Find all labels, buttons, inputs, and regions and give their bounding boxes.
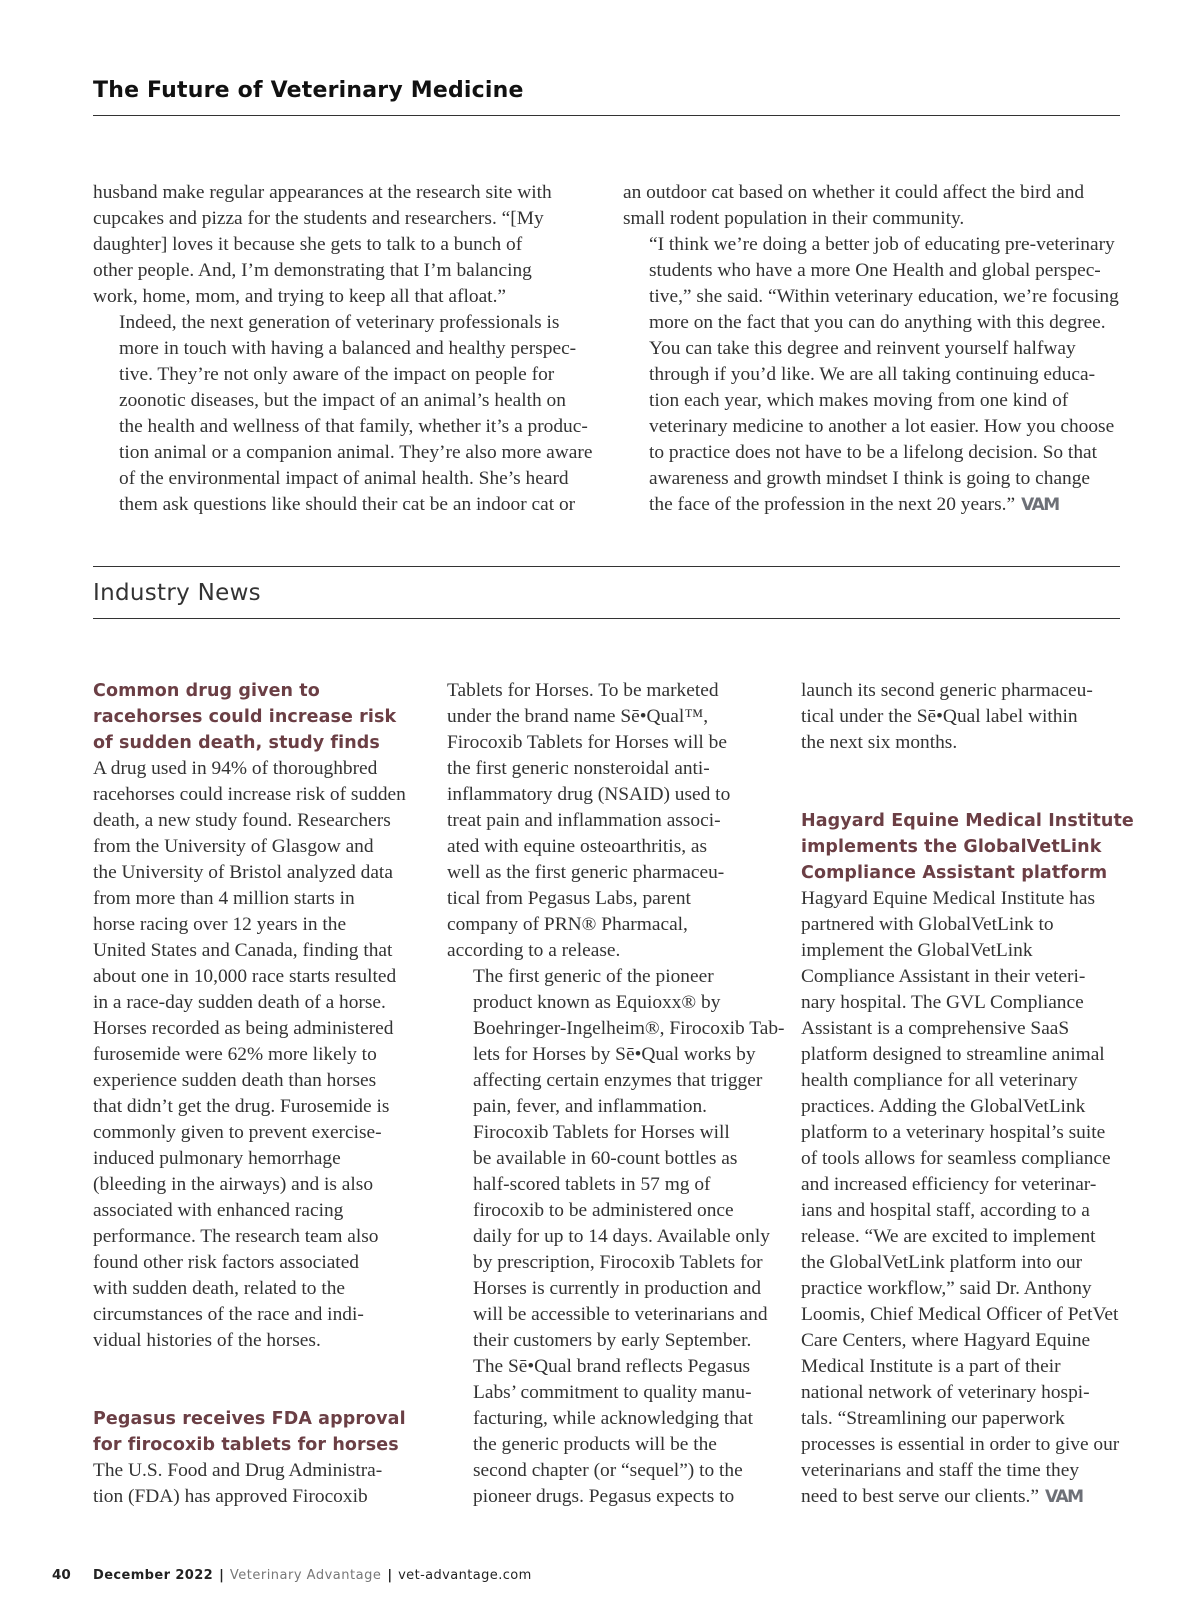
text-line: Pegasus receives FDA approval (93, 1409, 406, 1429)
text-line: Firocoxib Tablets for Horses will be (447, 732, 727, 753)
feature-column-1 (93, 180, 593, 518)
story-body-drug-racehorses (93, 756, 423, 1354)
text-line: firocoxib to be administered once (473, 1200, 734, 1221)
story-body-pegasus (447, 1354, 777, 1510)
text-line: practices. Adding the GlobalVetLink (801, 1096, 1086, 1117)
text-line: need to best serve our clients.” VAM (801, 1486, 1083, 1507)
end-mark-logo: VAM (1045, 1487, 1083, 1507)
text-line: in a race-day sudden death of a horse. (93, 992, 386, 1013)
text-line: United States and Canada, finding that (93, 940, 393, 961)
text-line: the University of Bristol analyzed data (93, 862, 393, 883)
text-line: Care Centers, where Hagyard Equine (801, 1330, 1091, 1351)
text-line: other people. And, I’m demonstrating that I’m balancing (93, 260, 532, 281)
text-line: platform designed to streamline animal (801, 1044, 1105, 1065)
news-column-2 (447, 678, 785, 1510)
text-line: Indeed, the next generation of veterinary professionals is (119, 312, 560, 333)
text-line: The U.S. Food and Drug Administra- (93, 1460, 383, 1481)
text-line: zoonotic diseases, but the impact of an animal’s health on (119, 390, 566, 411)
text-line: implement the GlobalVetLink (801, 940, 1033, 961)
text-line: tive,” she said. “Within veterinary education, we’re focusing (649, 286, 1119, 307)
text-line: Hagyard Equine Medical Institute has (801, 888, 1096, 909)
text-line: A drug used in 94% of thoroughbred (93, 758, 378, 779)
news-column-3 (801, 678, 1134, 1510)
story-body-hagyard (801, 886, 1131, 1510)
text-line: with sudden death, related to the (93, 1278, 346, 1299)
spacer (93, 1354, 423, 1406)
text-line: half-scored tablets in 57 mg of (473, 1174, 711, 1195)
text-line: pain, fever, and inflammation. (473, 1096, 707, 1117)
section-title: Industry News (93, 580, 261, 606)
footer-separator: | (219, 1568, 224, 1583)
text-line: awareness and growth mindset I think is going to change (649, 468, 1091, 489)
text-line: Tablets for Horses. To be marketed (447, 680, 719, 701)
text-line: to practice does not have to be a lifelong decision. So that (649, 442, 1098, 463)
text-line: Compliance Assistant in their veteri- (801, 966, 1086, 987)
page-number: 40 (52, 1567, 71, 1583)
text-line: the GlobalVetLink platform into our (801, 1252, 1083, 1273)
text-line: performance. The research team also (93, 1226, 379, 1247)
text-line: (bleeding in the airways) and is also (93, 1174, 374, 1195)
text-line: through if you’d like. We are all taking continuing educa- (649, 364, 1096, 385)
feature-paragraph (623, 180, 1123, 232)
text-line: pioneer drugs. Pegasus expects to (473, 1486, 735, 1507)
story-body-pegasus (801, 678, 1131, 756)
text-line: tals. “Streamlining our paperwork (801, 1408, 1065, 1429)
text-line: the face of the profession in the next 20 years.” VAM (649, 494, 1059, 515)
text-line: partnered with GlobalVetLink to (801, 914, 1054, 935)
text-line: facturing, while acknowledging that (473, 1408, 753, 1429)
footer-magazine: Veterinary Advantage (229, 1568, 382, 1583)
text-line: Horses is currently in production and (473, 1278, 762, 1299)
text-line: daughter] loves it because she gets to talk to a bunch of (93, 234, 523, 255)
story-body-pegasus (93, 1458, 423, 1510)
feature-paragraph (93, 310, 593, 518)
text-line: processes is essential in order to give our (801, 1434, 1120, 1455)
story-headline-hagyard (801, 808, 1134, 886)
text-line: practice workflow,” said Dr. Anthony (801, 1278, 1092, 1299)
footer-separator: | (387, 1568, 393, 1583)
text-line: commonly given to prevent exercise- (93, 1122, 382, 1143)
text-line: of the environmental impact of animal health. She’s heard (119, 468, 569, 489)
text-line: students who have a more One Health and global perspec- (649, 260, 1101, 281)
text-line: treat pain and inflammation associ- (447, 810, 721, 831)
text-line: “I think we’re doing a better job of educating pre-veterinary (649, 234, 1115, 255)
text-line: from the University of Glasgow and (93, 836, 374, 857)
text-line: found other risk factors associated (93, 1252, 359, 1273)
text-line: product known as Equioxx® by (473, 992, 721, 1013)
text-line: Medical Institute is a part of their (801, 1356, 1061, 1377)
story-body-pegasus (447, 1120, 777, 1354)
text-line: tion animal or a companion animal. They’re also more aware (119, 442, 593, 463)
text-line: from more than 4 million starts in (93, 888, 355, 909)
end-mark-logo: VAM (1021, 495, 1059, 515)
story-headline-drug-racehorses (93, 678, 423, 756)
text-line: associated with enhanced racing (93, 1200, 344, 1221)
text-line: according to a release. (447, 940, 621, 961)
text-line: Horses recorded as being administered (93, 1018, 394, 1039)
text-line: lets for Horses by Sē•Qual works by (473, 1044, 756, 1065)
text-line: tion (FDA) has approved Firocoxib (93, 1486, 368, 1507)
text-line: the health and wellness of that family, whether it’s a produc- (119, 416, 588, 437)
feature-paragraph-quote (623, 232, 1123, 518)
text-line: launch its second generic pharmaceu- (801, 680, 1093, 701)
text-line: for firocoxib tablets for horses (93, 1435, 399, 1455)
text-line: The Sē•Qual brand reflects Pegasus (473, 1356, 751, 1377)
text-line: experience sudden death than horses (93, 1070, 377, 1091)
text-line: vidual histories of the horses. (93, 1330, 321, 1351)
text-line: the first generic nonsteroidal anti- (447, 758, 710, 779)
text-line: Hagyard Equine Medical Institute (801, 811, 1134, 831)
story-body-pegasus (447, 678, 777, 964)
text-line: by prescription, Firocoxib Tablets for (473, 1252, 763, 1273)
text-line: be available in 60-count bottles as (473, 1148, 738, 1169)
text-line: the generic products will be the (473, 1434, 717, 1455)
spacer (801, 756, 1131, 808)
text-line: death, a new study found. Researchers (93, 810, 391, 831)
text-line: more in touch with having a balanced and healthy perspec- (119, 338, 577, 359)
feature-paragraph (93, 180, 583, 310)
text-line: tion each year, which makes moving from one kind of (649, 390, 1069, 411)
text-line: will be accessible to veterinarians and (473, 1304, 768, 1325)
text-line: company of PRN® Pharmacal, (447, 914, 688, 935)
text-line: cupcakes and pizza for the students and researchers. “[My (93, 208, 544, 229)
text-line: and increased efficiency for veterinar- (801, 1174, 1097, 1195)
header-rule (93, 115, 1120, 116)
text-line: of tools allows for seamless compliance (801, 1148, 1111, 1169)
text-line: racehorses could increase risk of sudden (93, 784, 406, 805)
text-line: more on the fact that you can do anything with this degree. (649, 312, 1106, 333)
text-line: Common drug given to (93, 681, 320, 701)
footer-url: vet-advantage.com (398, 1568, 532, 1583)
text-line: tive. They’re not only aware of the impact on people for (119, 364, 555, 385)
text-line: Compliance Assistant platform (801, 863, 1108, 883)
news-column-1 (93, 678, 423, 1510)
text-line: inflammatory drug (NSAID) used to (447, 784, 731, 805)
text-line: veterinarians and staff the time they (801, 1460, 1080, 1481)
text-line: Labs’ commitment to quality manu- (473, 1382, 752, 1403)
text-line: Firocoxib Tablets for Horses will (473, 1122, 730, 1143)
text-line: husband make regular appearances at the research site with (93, 182, 552, 203)
text-line: tical from Pegasus Labs, parent (447, 888, 691, 909)
text-line: induced pulmonary hemorrhage (93, 1148, 341, 1169)
text-line: about one in 10,000 race starts resulted (93, 966, 397, 987)
text-line: Loomis, Chief Medical Officer of PetVet (801, 1304, 1119, 1325)
text-line: Boehringer-Ingelheim®, Firocoxib Tab- (473, 1018, 785, 1039)
running-head: The Future of Veterinary Medicine (93, 78, 524, 103)
text-line: health compliance for all veterinary (801, 1070, 1078, 1091)
text-line: circumstances of the race and indi- (93, 1304, 364, 1325)
text-line: tical under the Sē•Qual label within (801, 706, 1078, 727)
text-line: horse racing over 12 years in the (93, 914, 347, 935)
text-line: platform to a veterinary hospital’s suite (801, 1122, 1106, 1143)
text-line: You can take this degree and reinvent yourself halfway (649, 338, 1076, 359)
feature-column-2 (623, 180, 1123, 518)
text-line: the next six months. (801, 732, 958, 753)
story-headline-pegasus (93, 1406, 423, 1458)
text-line: nary hospital. The GVL Compliance (801, 992, 1084, 1013)
text-line: their customers by early September. (473, 1330, 752, 1351)
text-line: them ask questions like should their cat be an indoor cat or (119, 494, 576, 515)
footer-issue: December 2022 (93, 1568, 214, 1583)
text-line: under the brand name Sē•Qual™, (447, 706, 709, 727)
text-line: well as the first generic pharmaceu- (447, 862, 725, 883)
text-line: an outdoor cat based on whether it could affect the bird and (623, 182, 1085, 203)
story-body-pegasus (447, 964, 785, 1120)
text-line: of sudden death, study finds (93, 733, 380, 753)
text-line: second chapter (or “sequel”) to the (473, 1460, 743, 1481)
text-line: ated with equine osteoarthritis, as (447, 836, 708, 857)
text-line: implements the GlobalVetLink (801, 837, 1102, 857)
text-line: small rodent population in their community. (623, 208, 965, 229)
text-line: The first generic of the pioneer (473, 966, 714, 987)
text-line: that didn’t get the drug. Furosemide is (93, 1096, 390, 1117)
text-line: veterinary medicine to another a lot easier. How you choose (649, 416, 1115, 437)
text-line: ians and hospital staff, according to a (801, 1200, 1090, 1221)
text-line: racehorses could increase risk (93, 707, 397, 727)
text-line: affecting certain enzymes that trigger (473, 1070, 763, 1091)
text-line: daily for up to 14 days. Available only (473, 1226, 770, 1247)
text-line: work, home, mom, and trying to keep all that afloat.” (93, 286, 507, 307)
text-line: national network of veterinary hospi- (801, 1382, 1090, 1403)
section-rule-bottom (93, 618, 1120, 619)
text-line: furosemide were 62% more likely to (93, 1044, 377, 1065)
footer (93, 1568, 532, 1583)
text-line: release. “We are excited to implement (801, 1226, 1096, 1247)
section-rule-top (93, 566, 1120, 567)
text-line: Assistant is a comprehensive SaaS (801, 1018, 1070, 1039)
